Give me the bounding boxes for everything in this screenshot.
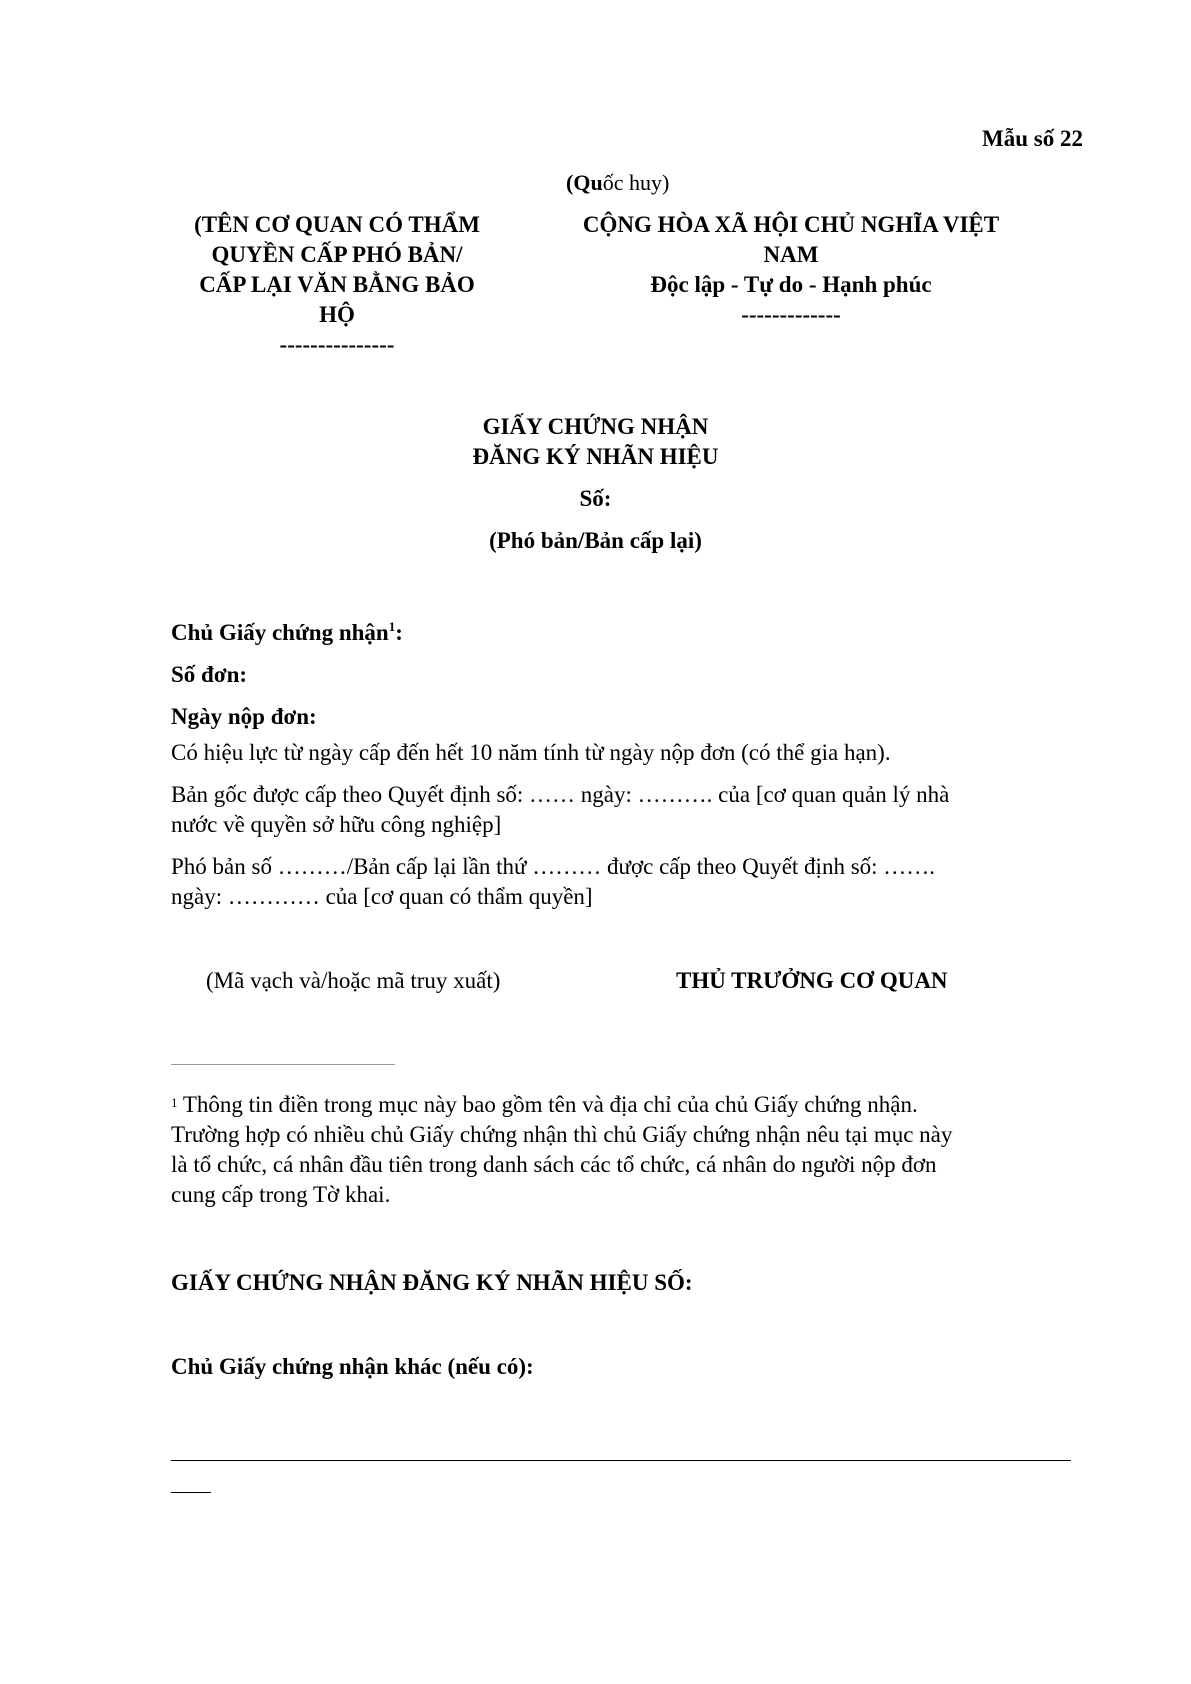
barcode-placeholder: (Mã vạch và/hoặc mã truy xuất) [206, 968, 501, 993]
other-owners-label: Chủ Giấy chứng nhận khác (nếu có): [171, 1354, 534, 1379]
footnote-marker: 1 [171, 1095, 178, 1110]
certificate-title-block [0, 412, 1191, 556]
emblem-bold-part: (Qu [566, 170, 603, 195]
national-emblem-placeholder [566, 170, 669, 196]
certificate-number: Số: [579, 486, 612, 511]
national-header [536, 210, 1046, 330]
emblem-rest: ốc huy) [602, 170, 670, 195]
footnote [171, 1090, 1071, 1210]
certificate-fields [171, 612, 1071, 924]
issuing-authority-header [168, 210, 506, 360]
owner-field [171, 612, 1071, 654]
copy-issue-paragraph [171, 852, 1071, 912]
national-divider: ------------- [741, 302, 841, 327]
country-name-cont: NAM [763, 242, 819, 267]
certificate-title: GIẤY CHỨNG NHẬN [482, 414, 709, 439]
paragraph-line: ngày: ………… của [cơ quan có thẩm quyền] [171, 884, 593, 909]
country-name: CỘNG HÒA XÃ HỘI CHỦ NGHĨA VIỆT [582, 212, 1000, 237]
authority-line: HỘ [319, 302, 355, 327]
national-motto: Độc lập - Tự do - Hạnh phúc [650, 272, 932, 297]
back-page-title: GIẤY CHỨNG NHẬN ĐĂNG KÝ NHÃN HIỆU SỐ: [171, 1270, 693, 1295]
authority-line: QUYỀN CẤP PHÓ BẢN/ [211, 242, 463, 267]
paragraph-line: Bản gốc được cấp theo Quyết định số: …… ngày: ………. của [cơ quan quản lý nhà [171, 782, 950, 807]
owner-label: Chủ Giấy chứng nhận [171, 620, 389, 645]
fill-in-line [171, 1460, 1071, 1461]
certificate-subtitle: (Phó bản/Bản cấp lại) [489, 528, 702, 553]
fill-in-line-end [171, 1492, 211, 1493]
paragraph-line: Phó bản số ………/Bản cấp lại lần thứ ……… được cấp theo Quyết định số: ……. [171, 854, 936, 879]
filing-date-field: Ngày nộp đơn: [171, 704, 317, 729]
form-number: Mẫu số 22 [982, 126, 1083, 151]
certificate-title-line2: ĐĂNG KÝ NHÃN HIỆU [472, 444, 719, 469]
footnote-line [171, 1090, 1071, 1120]
footnote-line: là tổ chức, cá nhân đầu tiên trong danh sách các tổ chức, cá nhân do người nộp đơn [171, 1152, 937, 1177]
footnote-line: Trường hợp có nhiều chủ Giấy chứng nhận thì chủ Giấy chứng nhận nêu tại mục này [171, 1122, 953, 1147]
footnote-separator [171, 1064, 395, 1065]
footnote-line: cung cấp trong Tờ khai. [171, 1182, 391, 1207]
agency-head-signature: THỦ TRƯỞNG CƠ QUAN [676, 968, 948, 993]
authority-line: CẤP LẠI VĂN BẰNG BẢO [199, 272, 475, 297]
application-number-field: Số đơn: [171, 662, 248, 687]
validity-paragraph: Có hiệu lực từ ngày cấp đến hết 10 năm tính từ ngày nộp đơn (có thể gia hạn). [171, 740, 891, 765]
paragraph-line: nước về quyền sở hữu công nghiệp] [171, 812, 502, 837]
footnote-text: Thông tin điền trong mục này bao gồm tên và địa chỉ của chủ Giấy chứng nhận. [177, 1092, 918, 1117]
original-issue-paragraph [171, 780, 1071, 840]
footnote-ref: 1 [388, 619, 396, 634]
authority-divider: --------------- [279, 332, 395, 357]
authority-line: (TÊN CƠ QUAN CÓ THẨM [194, 212, 480, 237]
owner-colon: : [395, 620, 403, 645]
